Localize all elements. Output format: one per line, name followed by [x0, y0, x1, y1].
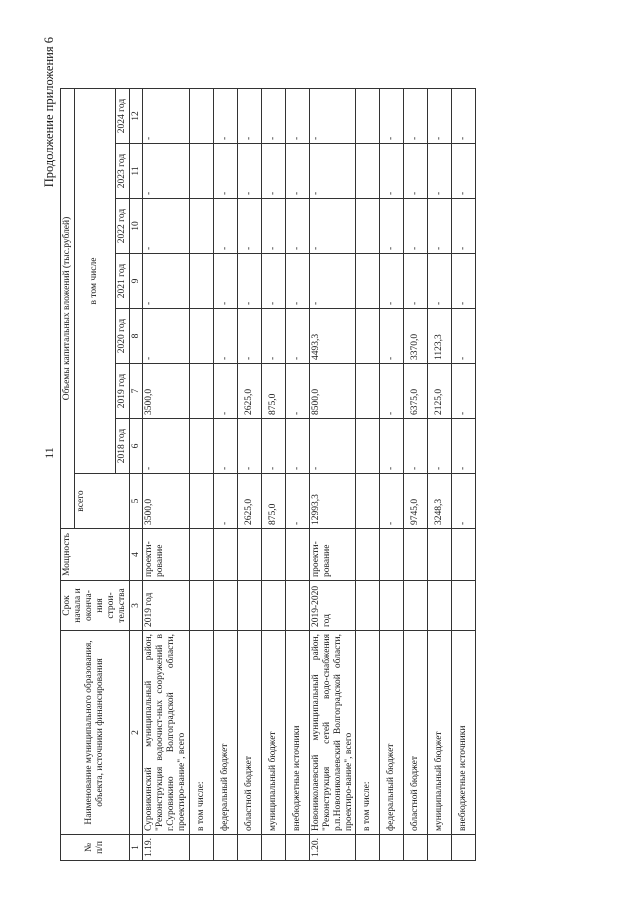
funding-source-row: [428, 88, 452, 860]
empty-cell: [214, 834, 238, 860]
value-cell: [356, 143, 380, 198]
header-total: всего: [74, 473, 129, 528]
empty-cell: [380, 834, 404, 860]
value-cell: -: [428, 143, 452, 198]
value-cell: -: [261, 88, 285, 143]
value-cell: [356, 308, 380, 363]
value-cell: -: [261, 198, 285, 253]
funding-source-label: внебюджетные источники: [452, 630, 476, 834]
value-cell: -: [285, 88, 309, 143]
value-cell: -: [452, 143, 476, 198]
empty-cell: [428, 580, 452, 630]
header-num: № п/п: [61, 834, 130, 860]
value-cell: -: [214, 308, 238, 363]
value-cell: -: [404, 253, 428, 308]
value-cell: -: [143, 88, 190, 143]
empty-cell: [452, 834, 476, 860]
header-column-number: 9: [129, 253, 143, 308]
value-cell: -: [261, 308, 285, 363]
value-cell: [190, 198, 214, 253]
header-column-number: 3: [129, 580, 143, 630]
value-cell: 8500,0: [309, 363, 356, 418]
object-row: [309, 88, 356, 860]
empty-cell: [404, 580, 428, 630]
empty-cell: [428, 834, 452, 860]
value-cell: [356, 418, 380, 473]
object-name: Суровикинский муниципальный район, "Реконструкция водоочист-ных сооружений в г.Суровикино Волгоградской области, проектиро-вание", всего: [143, 630, 190, 834]
value-cell: -: [237, 88, 261, 143]
value-cell: [190, 88, 214, 143]
value-cell: 1123,3: [428, 308, 452, 363]
object-row: [143, 88, 190, 860]
empty-cell: [452, 528, 476, 580]
value-cell: -: [404, 198, 428, 253]
value-cell: -: [214, 473, 238, 528]
header-column-number: 4: [129, 528, 143, 580]
header-column-number: 7: [129, 363, 143, 418]
rotated-sheet: [20, 23, 620, 883]
value-cell: 3248,3: [428, 473, 452, 528]
value-cell: 3500,0: [143, 363, 190, 418]
value-cell: -: [380, 363, 404, 418]
empty-cell: [428, 528, 452, 580]
funding-source-row: [285, 88, 309, 860]
value-cell: 4493,3: [309, 308, 356, 363]
empty-cell: [190, 834, 214, 860]
page-number: 11: [42, 446, 56, 459]
header-column-number: 1: [129, 834, 143, 860]
value-cell: -: [214, 253, 238, 308]
value-cell: [190, 418, 214, 473]
value-cell: -: [380, 253, 404, 308]
value-cell: [190, 473, 214, 528]
value-cell: -: [143, 418, 190, 473]
empty-cell: [214, 580, 238, 630]
funding-source-label: федеральный бюджет: [214, 630, 238, 834]
value-cell: -: [309, 198, 356, 253]
object-term: 2019-2020 год: [309, 580, 356, 630]
value-cell: -: [285, 143, 309, 198]
object-name: Новониколаевский муниципальный район, "Реконструкция сетей водо-снабжения р.п.Новониколаевский Волгоградской области, проектиро-вание", всего: [309, 630, 356, 834]
value-cell: -: [143, 308, 190, 363]
header-year: 2020 год: [115, 308, 129, 363]
value-cell: -: [380, 308, 404, 363]
value-cell: -: [309, 143, 356, 198]
empty-cell: [285, 528, 309, 580]
value-cell: -: [237, 198, 261, 253]
value-cell: -: [380, 88, 404, 143]
empty-cell: [285, 834, 309, 860]
value-cell: 3500,0: [143, 473, 190, 528]
empty-cell: [356, 528, 380, 580]
empty-cell: [452, 580, 476, 630]
funding-source-label: областной бюджет: [404, 630, 428, 834]
value-cell: -: [404, 418, 428, 473]
table-body: [143, 88, 476, 860]
value-cell: -: [237, 418, 261, 473]
value-cell: -: [309, 418, 356, 473]
value-cell: [190, 143, 214, 198]
value-cell: -: [285, 308, 309, 363]
value-cell: [190, 363, 214, 418]
value-cell: -: [452, 88, 476, 143]
value-cell: -: [380, 473, 404, 528]
empty-cell: [261, 834, 285, 860]
funding-source-label: внебюджетные источники: [285, 630, 309, 834]
empty-cell: [237, 528, 261, 580]
value-cell: [356, 363, 380, 418]
value-cell: 6375,0: [404, 363, 428, 418]
continuation-label: Продолжение приложения 6: [42, 36, 56, 187]
header-column-number: 11: [129, 143, 143, 198]
value-cell: -: [261, 253, 285, 308]
funding-source-row: [214, 88, 238, 860]
value-cell: -: [214, 363, 238, 418]
value-cell: -: [237, 143, 261, 198]
value-cell: -: [237, 308, 261, 363]
value-cell: -: [428, 253, 452, 308]
empty-cell: [237, 580, 261, 630]
value-cell: 2125,0: [428, 363, 452, 418]
capital-investment-table: [60, 88, 476, 861]
value-cell: -: [309, 88, 356, 143]
value-cell: 2625,0: [237, 363, 261, 418]
funding-source-row: [190, 88, 214, 860]
funding-source-row: [237, 88, 261, 860]
value-cell: 875,0: [261, 473, 285, 528]
funding-source-label: муниципальный бюджет: [261, 630, 285, 834]
funding-source-row: [261, 88, 285, 860]
header-term: Срок начала и оконча-ния строи-тельства: [61, 580, 130, 630]
value-cell: [356, 88, 380, 143]
value-cell: 3370,0: [404, 308, 428, 363]
column-numbers-row: [129, 88, 143, 860]
value-cell: -: [285, 363, 309, 418]
empty-cell: [285, 580, 309, 630]
value-cell: -: [285, 418, 309, 473]
value-cell: -: [214, 88, 238, 143]
value-cell: -: [452, 363, 476, 418]
funding-source-row: [404, 88, 428, 860]
header-year: 2021 год: [115, 253, 129, 308]
object-capacity: проекти-рование: [143, 528, 190, 580]
header-column-number: 8: [129, 308, 143, 363]
value-cell: -: [214, 418, 238, 473]
funding-source-row: [380, 88, 404, 860]
header-volumes: Объемы капитальных вложений (тыс.рублей): [61, 88, 75, 528]
value-cell: [356, 253, 380, 308]
value-cell: 12993,3: [309, 473, 356, 528]
value-cell: 875,0: [261, 363, 285, 418]
funding-source-label: областной бюджет: [237, 630, 261, 834]
funding-source-label: муниципальный бюджет: [428, 630, 452, 834]
funding-source-row: [356, 88, 380, 860]
funding-source-label: федеральный бюджет: [380, 630, 404, 834]
header-name: Наименование муниципального образования, объекта, источники финансирования: [61, 630, 130, 834]
value-cell: -: [404, 88, 428, 143]
empty-cell: [237, 834, 261, 860]
value-cell: -: [261, 418, 285, 473]
value-cell: -: [380, 418, 404, 473]
header-column-number: 5: [129, 473, 143, 528]
empty-cell: [404, 834, 428, 860]
empty-cell: [356, 580, 380, 630]
value-cell: -: [428, 198, 452, 253]
value-cell: [356, 473, 380, 528]
value-cell: [190, 253, 214, 308]
header-column-number: 12: [129, 88, 143, 143]
empty-cell: [380, 528, 404, 580]
value-cell: -: [237, 253, 261, 308]
value-cell: -: [285, 253, 309, 308]
funding-source-label: в том числе:: [190, 630, 214, 834]
object-number: 1.19.: [143, 834, 190, 860]
value-cell: -: [214, 198, 238, 253]
value-cell: -: [452, 473, 476, 528]
value-cell: 2625,0: [237, 473, 261, 528]
header-column-number: 2: [129, 630, 143, 834]
header-column-number: 10: [129, 198, 143, 253]
value-cell: -: [428, 88, 452, 143]
empty-cell: [261, 580, 285, 630]
value-cell: -: [285, 473, 309, 528]
funding-source-label: в том числе:: [356, 630, 380, 834]
empty-cell: [404, 528, 428, 580]
value-cell: -: [452, 308, 476, 363]
header-year: 2023 год: [115, 143, 129, 198]
empty-cell: [261, 528, 285, 580]
empty-cell: [356, 834, 380, 860]
value-cell: -: [428, 418, 452, 473]
value-cell: -: [452, 418, 476, 473]
header-year: 2019 год: [115, 363, 129, 418]
header-column-number: 6: [129, 418, 143, 473]
value-cell: -: [309, 253, 356, 308]
value-cell: -: [452, 253, 476, 308]
object-term: 2019 год: [143, 580, 190, 630]
value-cell: -: [214, 143, 238, 198]
value-cell: -: [452, 198, 476, 253]
header-year: 2022 год: [115, 198, 129, 253]
value-cell: -: [380, 143, 404, 198]
empty-cell: [214, 528, 238, 580]
value-cell: -: [404, 143, 428, 198]
empty-cell: [190, 580, 214, 630]
value-cell: -: [261, 143, 285, 198]
value-cell: -: [143, 198, 190, 253]
value-cell: -: [143, 253, 190, 308]
object-number: 1.20.: [309, 834, 356, 860]
empty-cell: [380, 580, 404, 630]
value-cell: 9745,0: [404, 473, 428, 528]
value-cell: -: [285, 198, 309, 253]
header-year: 2018 год: [115, 418, 129, 473]
value-cell: [190, 308, 214, 363]
header-year: 2024 год: [115, 88, 129, 143]
header-capacity: Мощность: [61, 528, 130, 580]
value-cell: -: [143, 143, 190, 198]
object-capacity: проекти-рование: [309, 528, 356, 580]
header-incl: в том числе: [74, 88, 115, 473]
funding-source-row: [452, 88, 476, 860]
empty-cell: [190, 528, 214, 580]
value-cell: -: [380, 198, 404, 253]
value-cell: [356, 198, 380, 253]
